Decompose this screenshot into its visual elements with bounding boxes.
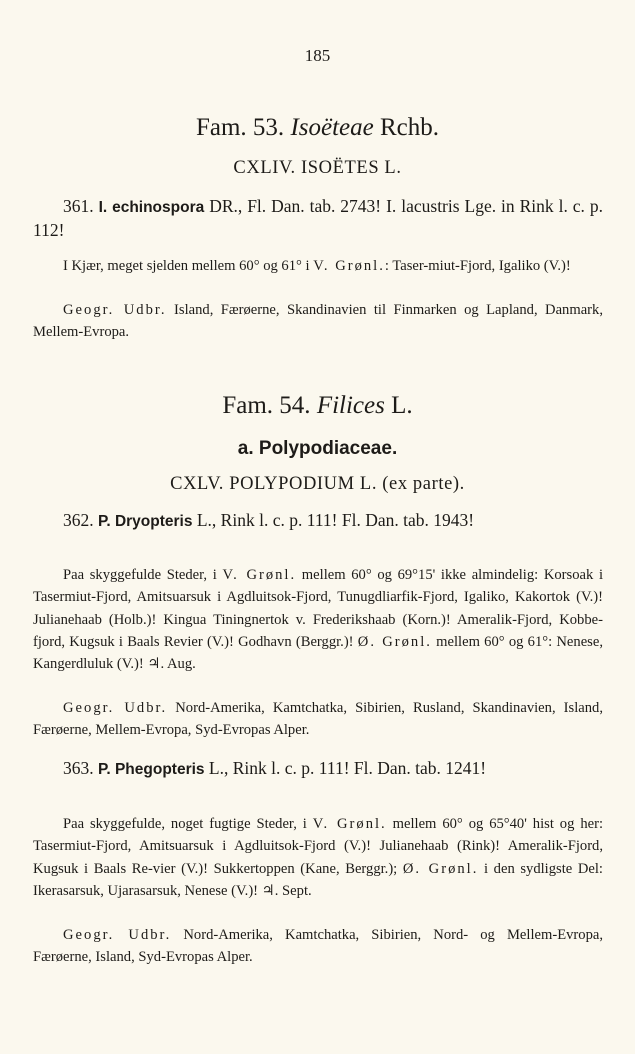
subfamily-polypodiaceae: a. Polypodiaceae. bbox=[237, 438, 398, 459]
family-53-heading bbox=[0, 114, 635, 142]
species-363-entry bbox=[33, 757, 603, 781]
species-361-number: 361. bbox=[63, 196, 94, 216]
species-361-distribution bbox=[33, 299, 603, 344]
family-54-prefix: Fam. 54. bbox=[222, 392, 311, 419]
species-361-name: I. echinospora bbox=[98, 199, 205, 216]
habitat-localities: mellem 60° og 65°40' hist og her: Tasermiut-Fjord, Amitsuarsuk i Agdluitsok-Fjord (V.)! Julianehaab (Rink)! Ameralik-Fjord, Kugsuk i Baals Re-vier (V.)! Sukkertoppen (Kane, Berggr.); bbox=[33, 816, 604, 877]
region-east-greenland: Ø. Grønl. bbox=[402, 860, 479, 877]
genus-cxliv-heading: CXLIV. ISOËTES L. bbox=[233, 158, 402, 178]
geogr-label: Geogr. Udbr. bbox=[63, 700, 168, 716]
habitat-text: Paa skyggefulde Steder, i bbox=[63, 567, 217, 583]
family-53-prefix: Fam. 53. bbox=[195, 114, 285, 141]
distribution-text: Island, Færøerne, Skandinavien til Finmarken og Lapland, Danmark, Mellem-Evropa. bbox=[33, 302, 603, 341]
geogr-label: Geogr. Udbr. bbox=[63, 302, 167, 318]
species-361-reference: DR., Fl. Dan. tab. 2743! I. lacustris Lge. in Rink l. c. p. 112! bbox=[33, 196, 603, 240]
habitat-text: I Kjær, meget sjelden mellem 60° og 61° i bbox=[63, 258, 310, 274]
family-54-name: Filices bbox=[316, 392, 385, 419]
species-362-habitat bbox=[33, 564, 603, 675]
geogr-label: Geogr. Udbr. bbox=[63, 927, 172, 943]
species-362-name: P. Dryopteris bbox=[98, 513, 193, 530]
species-363-habitat bbox=[33, 813, 603, 902]
habitat-localities-east: i den sydligste Del: Ikerasarsuk, Ujarasarsuk, Nenese (V.)! ♃. Sept. bbox=[33, 860, 603, 899]
region-west-greenland: V. Grønl. bbox=[222, 567, 297, 583]
region-east-greenland: Ø. Grønl. bbox=[357, 633, 432, 650]
habitat-text: Paa skyggefulde, noget fugtige Steder, i bbox=[63, 816, 307, 832]
habitat-localities: : Taser-miut-Fjord, Igaliko (V.)! bbox=[384, 258, 571, 274]
species-362-entry bbox=[33, 509, 603, 533]
species-362-reference: L., Rink l. c. p. 111! Fl. Dan. tab. 1943! bbox=[196, 510, 475, 530]
page-number: 185 bbox=[304, 46, 331, 65]
region-west-greenland: V. Grønl. bbox=[312, 816, 387, 832]
species-361-habitat bbox=[33, 255, 603, 277]
species-363-number: 363. bbox=[63, 758, 94, 778]
habitat-localities: mellem 60° og 69°15' ikke almindelig: Korsoak i Tasermiut-Fjord, Amitsuarsuk i Agdluitsok-Fjord, Tunugdliarfik-Fjord, Igaliko, Kakortok (V.)! Julianehaab (Holb.)! Kingua Tiningnertok v. Frederikshaab (Korn.)! Ameralik-Fjord, Kobbe-fjord, Kugsuk i Baals Revier (V.)! Godhavn (Berggr.)! bbox=[33, 567, 603, 650]
species-362-number: 362. bbox=[63, 510, 94, 530]
genus-cxlv-heading: CXLV. POLYPODIUM L. (ex parte). bbox=[170, 474, 465, 494]
family-54-author: L. bbox=[391, 392, 413, 419]
species-363-reference: L., Rink l. c. p. 111! Fl. Dan. tab. 1241! bbox=[208, 758, 487, 778]
family-53-author: Rchb. bbox=[379, 114, 440, 141]
region-west-greenland: V. Grønl. bbox=[313, 258, 385, 274]
species-363-name: P. Phegopteris bbox=[98, 761, 205, 778]
family-53-name: Isoëteae bbox=[290, 114, 374, 141]
species-363-distribution bbox=[33, 924, 603, 969]
distribution-text: Nord-Amerika, Kamtchatka, Sibirien, Rusland, Skandinavien, Island, Færøerne, Mellem-Evropa, Syd-Evropas Alper. bbox=[33, 700, 603, 739]
species-362-distribution bbox=[33, 697, 603, 742]
habitat-localities-east: mellem 60° og 61°: Nenese, Kangerdluluk (V.)! ♃. Aug. bbox=[33, 633, 603, 673]
family-54-heading bbox=[0, 392, 635, 420]
distribution-text: Nord-Amerika, Kamtchatka, Sibirien, Nord- og Mellem-Evropa, Færøerne, Island, Syd-Evropas Alper. bbox=[33, 927, 603, 966]
species-361-entry bbox=[33, 195, 603, 242]
